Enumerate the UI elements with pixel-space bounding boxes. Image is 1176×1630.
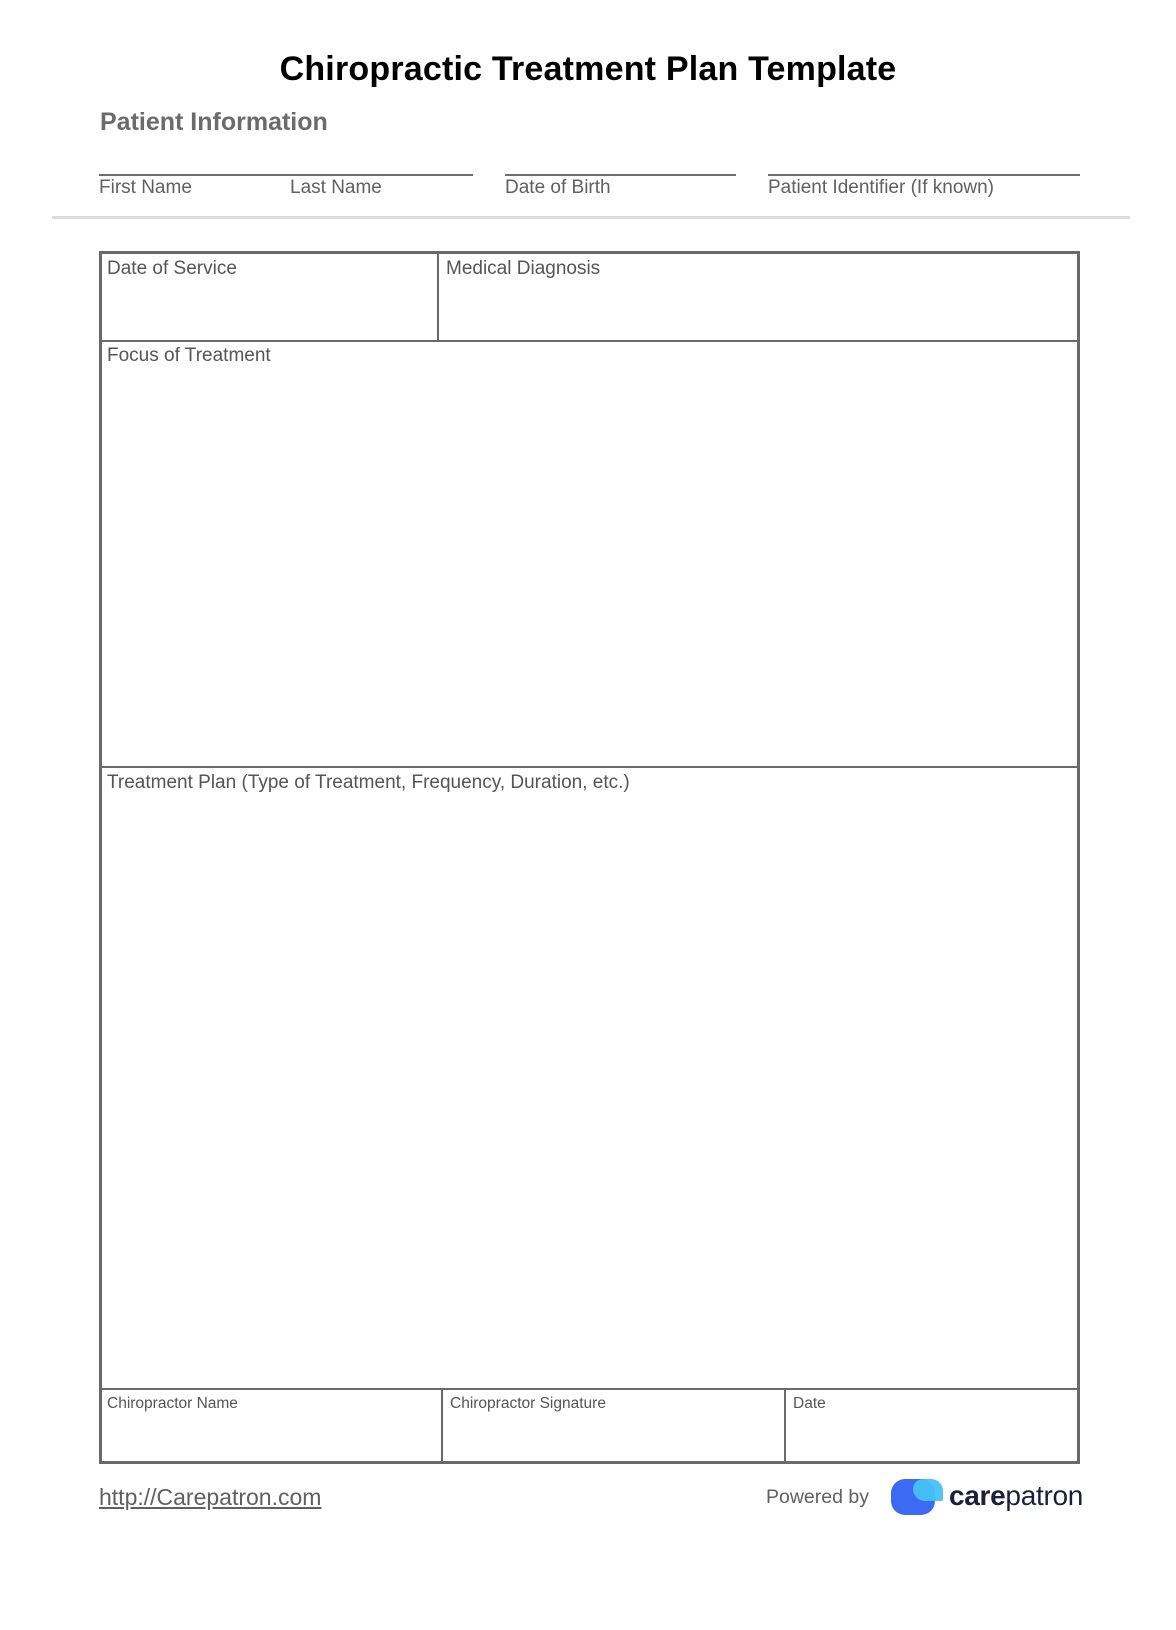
date-of-service-field[interactable] <box>102 254 437 340</box>
patient-information-heading: Patient Information <box>100 108 328 136</box>
powered-by-text: Powered by <box>766 1486 869 1508</box>
date-of-service-label: Date of Service <box>107 258 237 279</box>
date-label: Date <box>793 1395 826 1412</box>
focus-of-treatment-field[interactable] <box>102 342 1077 766</box>
chiropractor-name-field[interactable] <box>102 1390 441 1461</box>
carepatron-brand <box>949 1480 1083 1512</box>
brand-bold-text: care <box>949 1480 1006 1511</box>
page-title: Chiropractic Treatment Plan Template <box>279 50 897 88</box>
medical-diagnosis-field[interactable] <box>439 254 1077 340</box>
treatment-plan-field[interactable] <box>102 768 1077 1388</box>
first-name-label: First Name <box>99 177 192 198</box>
last-name-label: Last Name <box>290 177 382 198</box>
chiropractor-signature-field[interactable] <box>443 1390 784 1461</box>
patient-identifier-field-line[interactable] <box>768 174 1080 176</box>
chiropractor-name-label: Chiropractor Name <box>107 1395 238 1412</box>
treatment-plan-label: Treatment Plan (Type of Treatment, Frequency, Duration, etc.) <box>107 772 630 793</box>
carepatron-link[interactable]: http://Carepatron.com <box>99 1484 322 1510</box>
date-field[interactable] <box>786 1390 1077 1461</box>
date-of-birth-label: Date of Birth <box>505 177 611 198</box>
patient-identifier-label: Patient Identifier (If known) <box>768 177 994 198</box>
treatment-form-box <box>99 251 1080 1464</box>
brand-regular-text: patron <box>1005 1480 1084 1511</box>
section-divider <box>52 216 1130 219</box>
carepatron-logo-icon <box>891 1477 943 1517</box>
medical-diagnosis-label: Medical Diagnosis <box>446 258 601 279</box>
chiropractor-signature-label: Chiropractor Signature <box>450 1395 606 1412</box>
name-field-line[interactable] <box>99 174 473 176</box>
focus-of-treatment-label: Focus of Treatment <box>107 345 271 366</box>
date-of-birth-field-line[interactable] <box>505 174 736 176</box>
